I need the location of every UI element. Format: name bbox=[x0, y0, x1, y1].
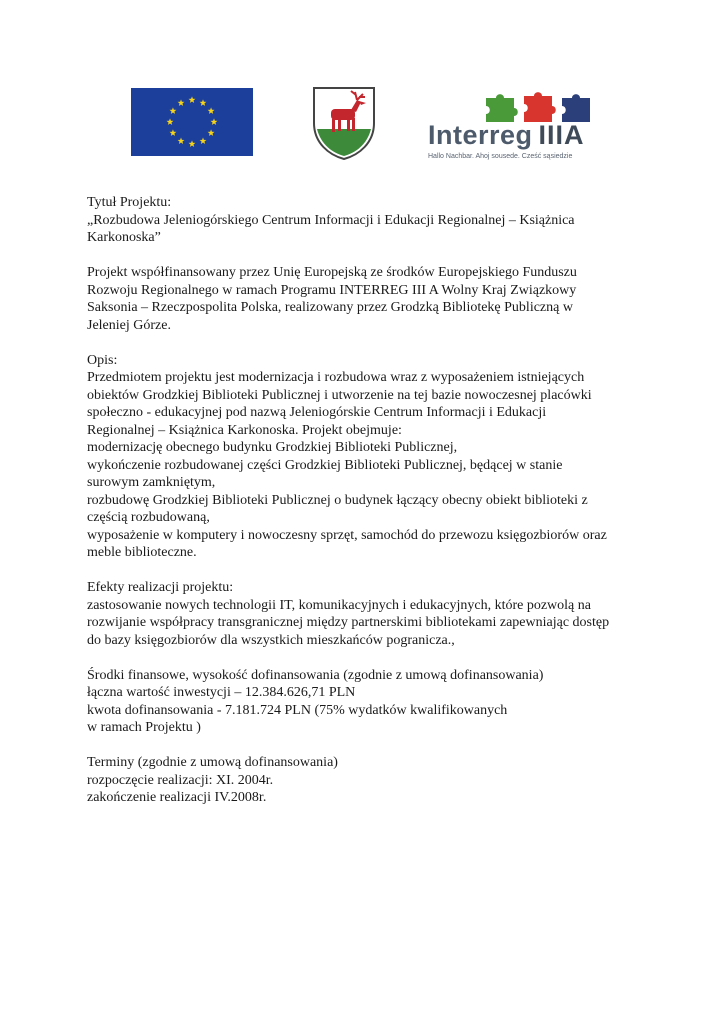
description-line: wyposażenie w komputery i nowoczesny sprzęt, samochód do przewozu księgozbiorów oraz bbox=[87, 527, 607, 543]
schedule-line: Terminy (zgodnie z umową dofinansowania) bbox=[87, 755, 338, 770]
description-line: Regionalnej – Książnica Karkonoska. Projekt obejmuje: bbox=[87, 422, 402, 438]
interreg-tagline: Hallo Nachbar. Ahoj sousede. Cześć sąsiedzie bbox=[428, 153, 573, 160]
funding-line: Jeleniej Górze. bbox=[87, 317, 171, 333]
european-union-flag-icon bbox=[131, 88, 253, 156]
effects-section bbox=[87, 579, 647, 649]
interreg-wordmark-text: Interreg bbox=[428, 120, 533, 150]
effects-label: Efekty realizacji projektu: bbox=[87, 580, 234, 595]
schedule-line: rozpoczęcie realizacji: XI. 2004r. bbox=[87, 772, 274, 788]
description-line: rozbudowę Grodzkiej Biblioteki Publicznej o budynek łączący obecny obiekt biblioteki z bbox=[87, 492, 588, 508]
document-body bbox=[87, 194, 647, 824]
finance-line: Środki finansowe, wysokość dofinansowania (zgodnie z umową dofinansowania) bbox=[87, 667, 544, 683]
finance-line: w ramach Projektu ) bbox=[87, 720, 201, 735]
description-line: Przedmiotem projektu jest modernizacja i rozbudowa wraz z wyposażeniem istniejących bbox=[87, 370, 585, 385]
description-line: częścią rozbudowaną, bbox=[87, 510, 210, 525]
description-line: meble biblioteczne. bbox=[87, 545, 197, 560]
description-line: obiektów Grodzkiej Biblioteki Publicznej i utworzenie na tej bazie nowoczesnej placówki bbox=[87, 387, 592, 403]
description-section bbox=[87, 352, 647, 562]
interreg-logo bbox=[426, 86, 596, 166]
effects-line: rozwijanie współpracy transgranicznej między partnerskimi bibliotekami zapewniając dostęp bbox=[87, 615, 610, 630]
effects-line: zastosowanie nowych technologii IT, komunikacyjnych i edukacyjnych, które pozwolą na bbox=[87, 597, 591, 613]
description-label: Opis: bbox=[87, 352, 118, 368]
jelenia-gora-coat-of-arms-icon bbox=[311, 85, 377, 161]
finance-line: kwota dofinansowania - 7.181.724 PLN (75% wydatków kwalifikowanych bbox=[87, 702, 508, 718]
puzzle-pieces-icon bbox=[484, 90, 594, 124]
interreg-roman-numeral: IIIA bbox=[538, 120, 585, 150]
funding-line: Rozwoju Regionalnego w ramach Programu INTERREG III A Wolny Kraj Związkowy bbox=[87, 282, 577, 298]
project-title-section bbox=[87, 194, 647, 247]
schedule-section bbox=[87, 754, 647, 807]
description-line: społeczno - edukacyjnej pod nazwą Jeleniogórskie Centrum Informacji i Edukacji bbox=[87, 405, 547, 420]
project-title-line: „Rozbudowa Jeleniogórskiego Centrum Informacji i Edukacji Regionalnej – Książnica bbox=[87, 212, 575, 228]
description-line: wykończenie rozbudowanej części Grodzkiej Biblioteki Publicznej, będącej w stanie bbox=[87, 457, 563, 473]
effects-line: do bazy księgozbiorów dla wszystkich mieszkańców pogranicza., bbox=[87, 632, 455, 648]
interreg-wordmark bbox=[428, 120, 585, 150]
funding-section bbox=[87, 264, 647, 334]
funding-line: Saksonia – Rzeczpospolita Polska, realizowany przez Grodzką Bibliotekę Publiczną w bbox=[87, 300, 573, 315]
logo-header bbox=[0, 0, 724, 170]
description-line: surowym zamkniętym, bbox=[87, 475, 216, 490]
finance-section bbox=[87, 667, 647, 737]
funding-line: Projekt współfinansowany przez Unię Europejską ze środków Europejskiego Funduszu bbox=[87, 265, 577, 280]
description-line: modernizację obecnego budynku Grodzkiej Biblioteki Publicznej, bbox=[87, 440, 458, 455]
finance-line: łączna wartość inwestycji – 12.384.626,71 PLN bbox=[87, 685, 356, 700]
project-title-line: Karkonoska” bbox=[87, 230, 161, 245]
schedule-line: zakończenie realizacji IV.2008r. bbox=[87, 790, 267, 805]
project-title-label: Tytuł Projektu: bbox=[87, 195, 172, 210]
